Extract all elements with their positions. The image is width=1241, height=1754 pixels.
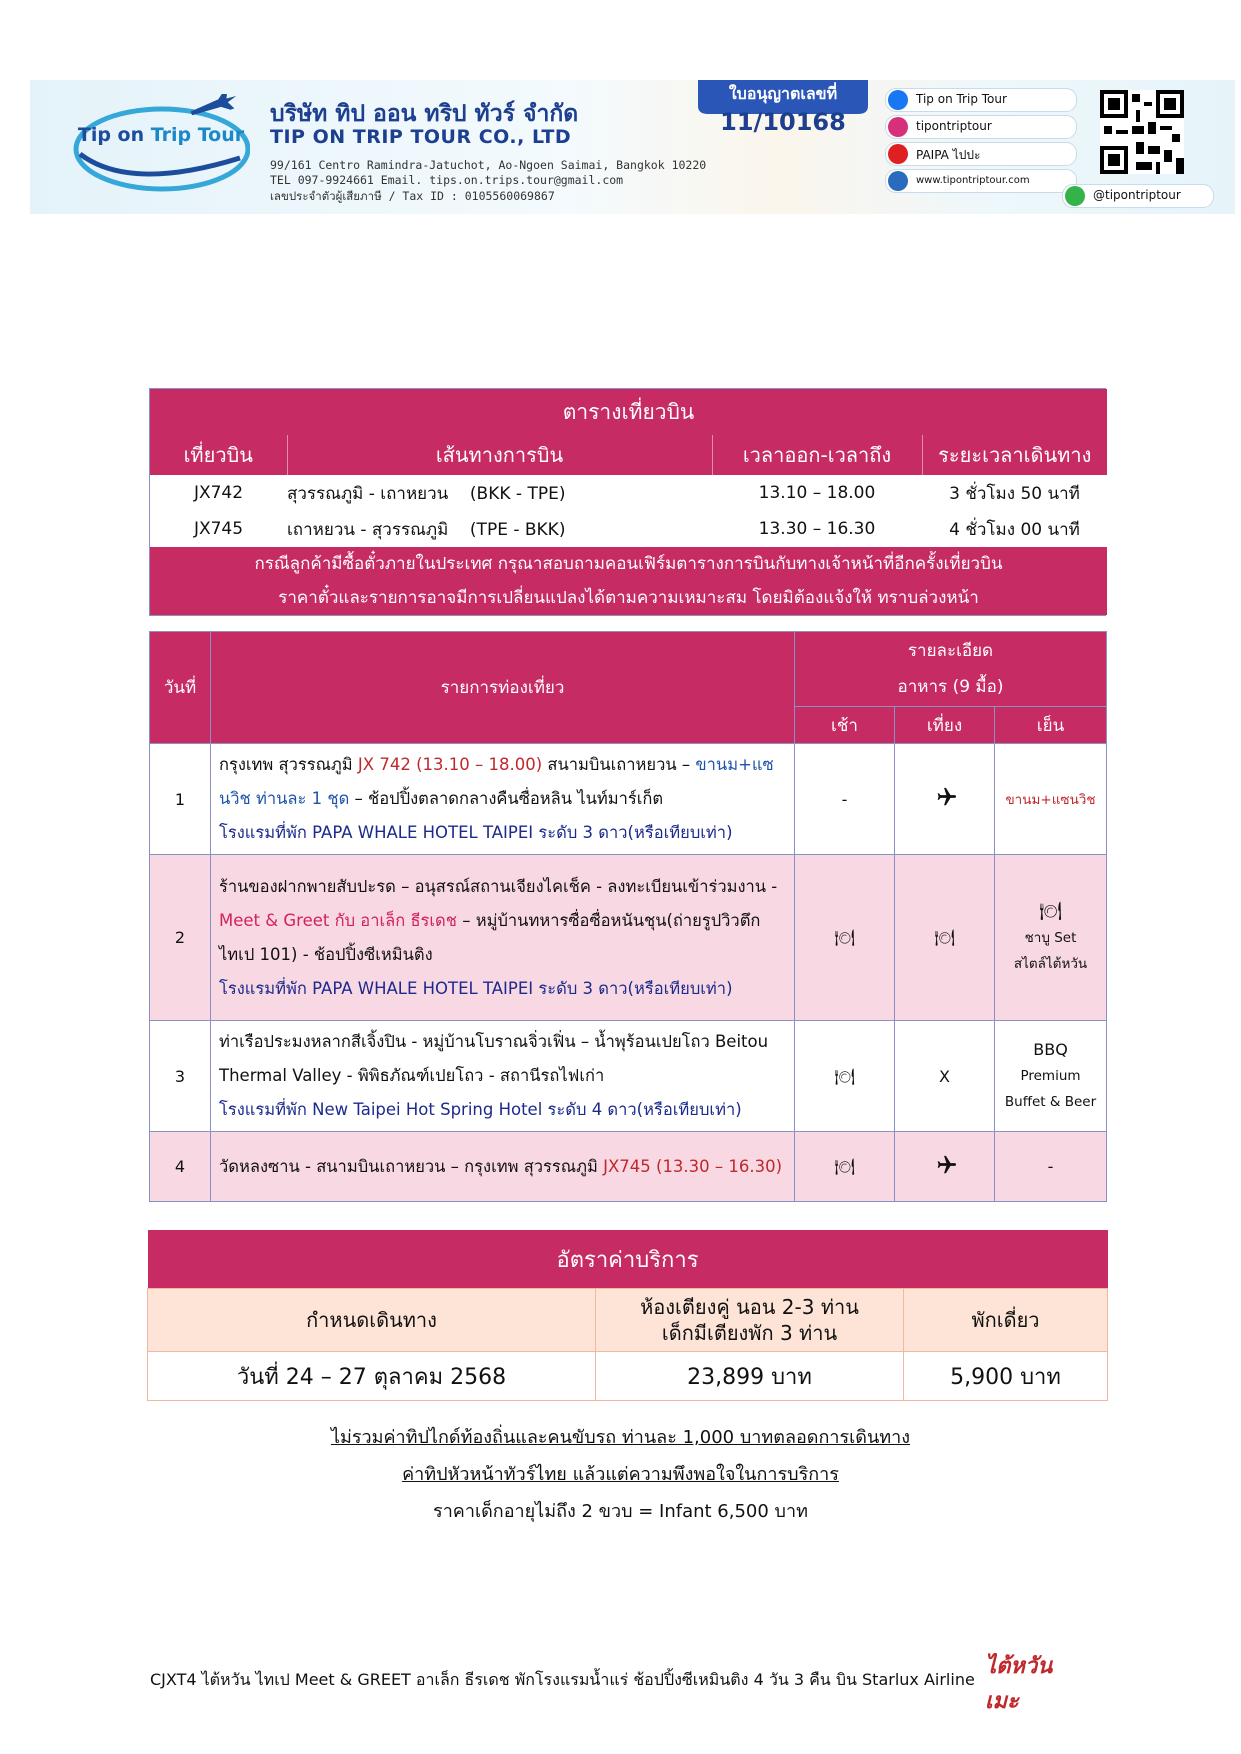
flight-note: กรณีลูกค้ามีซื้อตั๋วภายในประเทศ กรุณาสอบถามคอนเฟิร์มตารางการบินกับทางเจ้าหน้าที่อีกครั้งเที่ยวบิน ราคาตั๋วและรายการอาจมีการเปลี่ยนแปลงได้ตามความเหมาะสม โดยมิต้องแจ้งให้ ทราบล่วงหน้า [150,547,1107,615]
meal-dinner: BBQ Premium Buffet & Beer [995,1021,1107,1132]
logo-text-1: Tip on [77,124,145,146]
day-program: วัดหลงซาน - สนามบินเถาหยวน – กรุงเทพ สุวรรณภูมิ JX745 (13.30 – 16.30) [211,1132,795,1202]
header-flight: เที่ยวบิน [150,435,287,475]
header-travel-date: กำหนดเดินทาง [148,1289,596,1352]
tour-brand-logo: ไต้หวันเมะ [985,1654,1053,1714]
company-name-th: บริษัท ทิป ออน ทริป ทัวร์ จำกัด [270,101,579,127]
airplane-icon [895,744,995,855]
header-detail: รายละเอียด อาหาร (9 มื้อ) [795,632,1107,707]
day-program: ท่าเรือประมงหลากสีเจิ้งปิน - หมู่บ้านโบราณจิ่วเฟิ่น – น้ำพุร้อนเปยโถว Beitou Thermal Valley - พิพิธภัณฑ์เปยโถว - สถานีรถไฟเก่า โรงแรมที่พัก New Taipei Hot Spring Hotel ระดับ 4 ดาว(หรือเทียบเท่า) [211,1021,795,1132]
day-number: 4 [150,1132,211,1202]
footer-tour-code: CJXT4 ไต้หวัน ไทเป Meet & GREET อาเล็ก ธีรเดช พักโรงแรมน้ำแร่ ช้อปปิ้งซีเหมินติง 4 วัน 3 คืน บิน Starlux Airline [150,1670,975,1689]
facebook-link[interactable]: Tip on Trip Tour [885,88,1077,112]
hotel-info: โรงแรมที่พัก PAPA WHALE HOTEL TAIPEI ระดับ 3 ดาว(หรือเทียบเท่า) [219,823,733,842]
meal-breakfast: - [795,744,895,855]
meal-dinner: - [995,1132,1107,1202]
header-single-room: พักเดี่ยว [904,1289,1108,1352]
header-breakfast: เช้า [795,707,895,744]
facebook-icon [888,90,908,110]
instagram-link[interactable]: tipontriptour [885,115,1077,139]
itinerary-day-1 [150,744,1107,855]
flight-number: JX742 [150,475,287,511]
meal-dinner: 🍽 ชาบู Set สไตล์ไต้หวัน [995,855,1107,1021]
company-address: 99/161 Centro Ramindra-Jatuchot, Ao-Ngoen Saimai, Bangkok 10220 [270,158,707,172]
company-contact: TEL 097-9924661 Email. tips.on.trips.tour@gmail.com [270,173,624,187]
pricing-table [147,1230,1107,1401]
meal-icon: 🍽 [1039,900,1062,922]
license-number: 11/10168 [720,108,846,136]
instagram-icon [888,117,908,137]
hotel-info: โรงแรมที่พัก New Taipei Hot Spring Hotel ระดับ 4 ดาว(หรือเทียบเท่า) [219,1100,742,1119]
day-program: ร้านของฝากพายสับปะรด – อนุสรณ์สถานเจียงไคเช็ค - ลงทะเบียนเข้าร่วมงาน - Meet & Greet กับ อาเล็ก ธีรเดช – หมู่บ้านทหารซื่อซื่อหนันชุน(ถ่ายรูปวิวตึกไทเป 101) - ช้อปปิ้งซีเหมินติง โรงแรมที่พัก PAPA WHALE HOTEL TAIPEI ระดับ 3 ดาว(หรือเทียบเท่า) [211,855,795,1021]
line-icon [1065,186,1085,206]
meal-icon: 🍽 [795,1021,895,1132]
single-price: 5,900 บาท [904,1352,1108,1401]
pricing-title: อัตราค่าบริการ [148,1230,1108,1289]
youtube-icon [888,144,908,164]
day-program: กรุงเทพ สุวรรณภูมิ JX 742 (13.10 – 18.00) สนามบินเถาหยวน – ขานม+แซนวิช ท่านละ 1 ชุด – ช้อปปิ้งตลาดกลางคืนซื่อหลิน ไนท์มาร์เก็ต โรงแรมที่พัก PAPA WHALE HOTEL TAIPEI ระดับ 3 ดาว(หรือเทียบเท่า) [211,744,795,855]
meal-lunch: X [895,1021,995,1132]
infant-price-note: ราคาเด็กอายุไม่ถึง 2 ขวบ = Infant 6,500 บาท [433,1501,808,1522]
flight-time: 13.10 – 18.00 [712,475,922,511]
header-program: รายการท่องเที่ยว [211,632,795,744]
tour-leader-tip-note: ค่าทิปหัวหน้าทัวร์ไทย แล้วแต่ความพึงพอใจในการบริการ [402,1464,839,1485]
flight-row [150,511,1107,547]
flight-duration: 4 ชั่วโมง 00 นาที [922,511,1107,547]
hotel-info: โรงแรมที่พัก PAPA WHALE HOTEL TAIPEI ระดับ 3 ดาว(หรือเทียบเท่า) [219,978,733,998]
flight-route: เถาหยวน - สุวรรณภูมิ (TPE - BKK) [287,511,712,547]
flight-duration: 3 ชั่วโมง 50 นาที [922,475,1107,511]
meal-icon: 🍽 [795,1132,895,1202]
twin-price: 23,899 บาท [596,1352,904,1401]
flight-route: สุวรรณภูมิ - เถาหยวน (BKK - TPE) [287,475,712,511]
meal-icon: 🍽 [895,855,995,1021]
meal-icon: 🍽 [795,855,895,1021]
line-link[interactable]: @tipontriptour [1062,184,1214,208]
itinerary-day-2 [150,855,1107,1021]
header-dinner: เย็น [995,707,1107,744]
flight-row [150,475,1107,511]
header-lunch: เที่ยง [895,707,995,744]
tip-note: ไม่รวมค่าทิปไกด์ท้องถิ่นและคนขับรถ ท่านละ 1,000 บาทตลอดการเดินทาง [330,1427,911,1448]
web-icon [888,171,908,191]
itinerary-table [149,631,1106,1202]
day-number: 1 [150,744,211,855]
company-name-en: TIP ON TRIP TOUR CO., LTD [270,126,572,148]
company-banner [30,80,1235,214]
license-label: ใบอนุญาตเลขที่ [728,84,838,103]
youtube-link[interactable]: PAIPA ไปปะ [885,142,1077,166]
flight-time: 13.30 – 16.30 [712,511,922,547]
header-time: เวลาออก-เวลาถึง [712,435,922,475]
flight-number: JX745 [150,511,287,547]
itinerary-day-4 [150,1132,1107,1202]
company-tax-id: เลขประจำตัวผู้เสียภาษี / Tax ID : 0105560069867 [270,189,555,203]
itinerary-day-3 [150,1021,1107,1132]
day-number: 2 [150,855,211,1021]
pricing-row [148,1352,1108,1401]
header-day: วันที่ [150,632,211,744]
header-duration: ระยะเวลาเดินทาง [922,435,1107,475]
header-route: เส้นทางการบิน [287,435,712,475]
airplane-icon [895,1132,995,1202]
logo-text-2: Trip Tour [150,124,245,146]
meal-dinner: ขานม+แซนวิช [995,744,1107,855]
website-link[interactable]: www.tipontriptour.com [885,169,1077,193]
travel-date: วันที่ 24 – 27 ตุลาคม 2568 [148,1352,596,1401]
flight-schedule [149,388,1106,616]
header-twin-room: ห้องเตียงคู่ นอน 2-3 ท่าน เด็กมีเตียงพัก 3 ท่าน [596,1289,904,1352]
day-number: 3 [150,1021,211,1132]
flight-schedule-title: ตารางเที่ยวบิน [150,389,1107,435]
qr-code-icon[interactable] [1100,90,1184,174]
